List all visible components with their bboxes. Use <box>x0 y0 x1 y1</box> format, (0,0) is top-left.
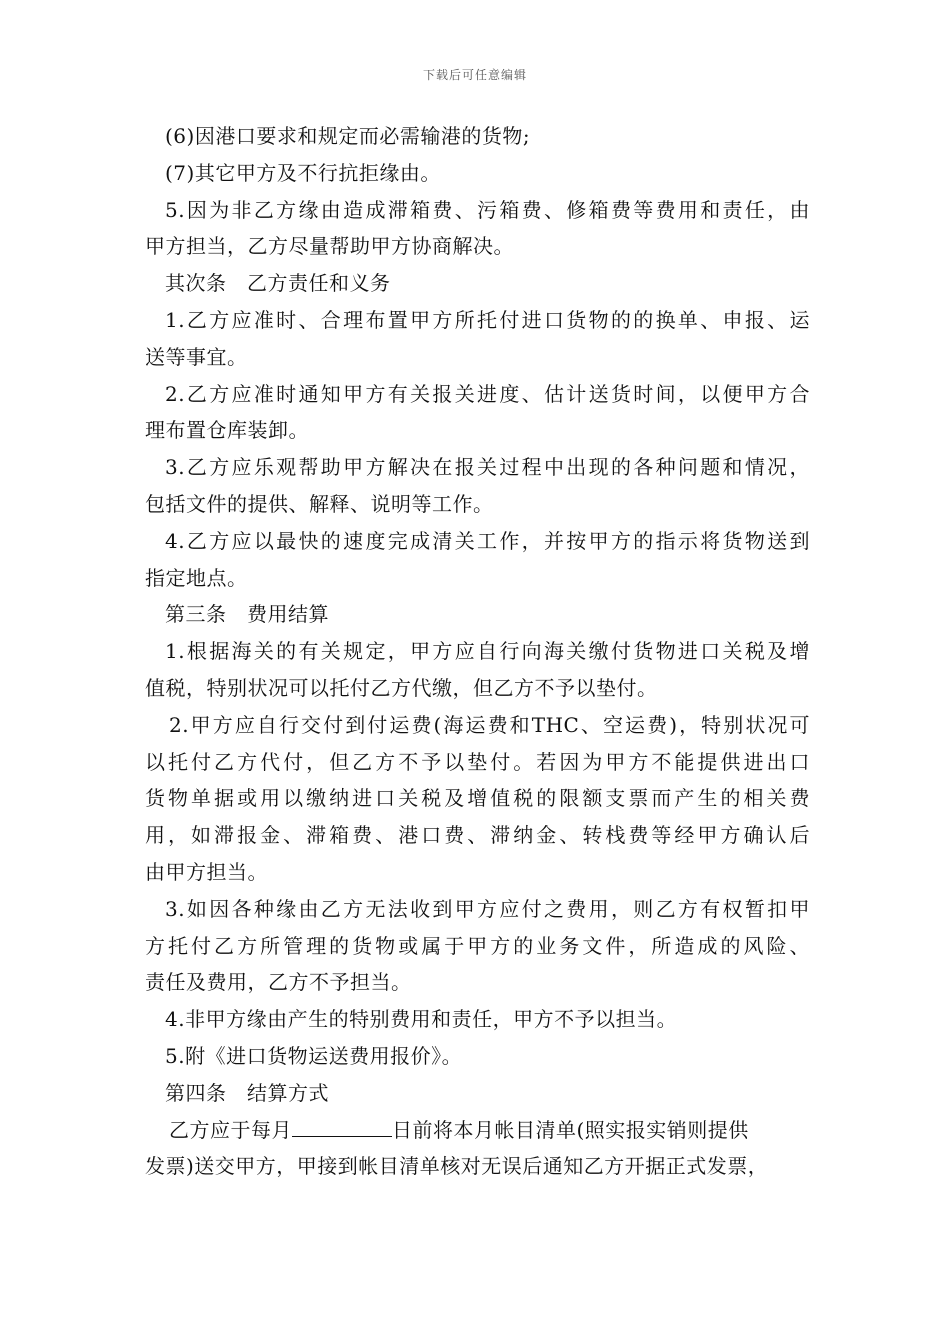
text-line: 责任及费用，乙方不予担当。 <box>145 970 412 995</box>
text-line: 5.因为非乙方缘由造成滞箱费、污箱费、修箱费等费用和责任，由 <box>165 197 810 222</box>
text-line: 1.根据海关的有关规定，甲方应自行向海关缴付货物进口关税及增 <box>165 639 810 664</box>
text-line: 理布置仓库装卸。 <box>145 418 309 443</box>
section-heading-3: 第三条 费用结算 <box>165 602 329 627</box>
text-line: 发票)送交甲方，甲接到帐目清单核对无误后通知乙方开据正式发票， <box>145 1154 769 1179</box>
text-line: 2.甲方应自行交付到付运费(海运费和THC、空运费)，特别状况可 <box>169 712 810 737</box>
text-line: 5.附《进口货物运送费用报价》。 <box>165 1043 463 1068</box>
text-line: 4.非甲方缘由产生的特别费用和责任，甲方不予以担当。 <box>165 1007 678 1032</box>
text-line: 1.乙方应准时、合理布置甲方所托付进口货物的的换单、申报、运 <box>165 307 810 332</box>
section-heading-4: 第四条 结算方式 <box>165 1080 329 1105</box>
text-line: (6)因港口要求和规定而必需输港的货物; <box>165 124 531 148</box>
text-line: 值税，特别状况可以托付乙方代缴，但乙方不予以垫付。 <box>145 675 658 700</box>
text-line: 指定地点。 <box>145 565 248 590</box>
text-line: 以托付乙方代付，但乙方不予以垫付。若因为甲方不能提供进出口 <box>145 749 810 774</box>
fill-in-blank <box>292 1114 392 1137</box>
settlement-line <box>145 1112 810 1149</box>
text-line: 包括文件的提供、解释、说明等工作。 <box>145 491 494 516</box>
text-line: 送等事宜。 <box>145 344 248 369</box>
settlement-text-after: 日前将本月帐目清单(照实报实销则提供 <box>392 1117 749 1142</box>
text-line: 3.乙方应乐观帮助甲方解决在报关过程中出现的各种问题和情况， <box>165 455 810 480</box>
document-body <box>145 118 810 1185</box>
text-line: 甲方担当，乙方尽量帮助甲方协商解决。 <box>145 234 514 259</box>
text-line: 用，如滞报金、滞箱费、港口费、滞纳金、转栈费等经甲方确认后 <box>145 823 810 848</box>
text-line: 3.如因各种缘由乙方无法收到甲方应付之费用，则乙方有权暂扣甲 <box>165 896 810 921</box>
text-line: (7)其它甲方及不行抗拒缘由。 <box>165 160 441 185</box>
text-line: 由甲方担当。 <box>145 859 268 884</box>
section-heading-2: 其次条 乙方责任和义务 <box>165 271 391 296</box>
text-line: 方托付乙方所管理的货物或属于甲方的业务文件，所造成的风险、 <box>145 933 810 958</box>
page-header: 下载后可任意编辑 <box>422 68 527 82</box>
text-line: 2.乙方应准时通知甲方有关报关进度、估计送货时间，以便甲方合 <box>165 381 810 406</box>
settlement-text-before: 乙方应于每月 <box>169 1117 292 1142</box>
text-line: 货物单据或用以缴纳进口关税及增值税的限额支票而产生的相关费 <box>145 786 810 811</box>
text-line: 4.乙方应以最快的速度完成清关工作，并按甲方的指示将货物送到 <box>165 528 810 553</box>
